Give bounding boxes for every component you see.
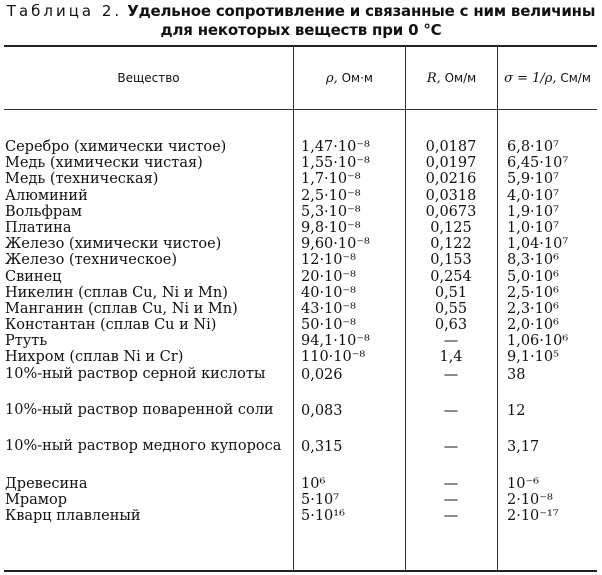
header-rho: ρ, Ом·м [326,71,373,86]
cell-conductivity: 1,9·10⁷ [507,203,559,220]
cell-conductivity: 1,06·10⁶ [507,333,569,350]
cell-substance: Нихром (сплав Ni и Cr) [5,349,184,366]
cell-resistance-per-meter: 0,0318 [425,187,477,204]
cell-substance: Свинец [5,268,62,285]
cell-conductivity: 2·10⁻⁸ [507,491,553,508]
table-row [4,317,597,333]
table-row [4,188,597,204]
cell-conductivity: 3,17 [507,438,540,455]
table-row [4,476,597,492]
cell-substance: Константан (сплав Cu и Ni) [5,317,217,334]
cell-substance: 10%-ный раствор поваренной соли [5,401,274,418]
header-r: R, Ом/м [426,71,477,86]
cell-substance: Медь (химически чистая) [5,155,203,172]
cell-resistivity: 10⁶ [301,475,326,492]
cell-resistance-per-meter: 0,0673 [425,203,477,220]
cell-resistance-per-meter: 0,153 [430,252,472,269]
table-body [4,139,597,524]
table-row [4,139,597,155]
cell-resistivity: 1,55·10⁻⁸ [301,155,370,172]
cell-resistance-per-meter: — [443,402,459,419]
cell-resistivity: 12·10⁻⁸ [301,252,356,269]
cell-conductivity: 6,8·10⁷ [507,139,559,155]
cell-substance: Алюминий [5,187,88,204]
cell-resistance-per-meter: — [443,475,459,492]
cell-resistance-per-meter: 0,63 [434,317,468,334]
table-row [4,285,597,301]
cell-substance: Мрамор [5,491,68,508]
table-row [4,366,597,402]
cell-conductivity: 2·10⁻¹⁷ [507,508,559,524]
cell-resistivity: 43·10⁻⁸ [301,300,356,317]
cell-resistance-per-meter: 0,0197 [425,155,477,172]
table-row [4,438,597,474]
cell-resistance-per-meter: 0,0187 [425,139,477,155]
table-row [4,301,597,317]
cell-substance: 10%-ный раствор медного купороса [5,437,282,454]
table-row [4,220,597,236]
cell-resistivity: 9,60·10⁻⁸ [301,236,370,253]
cell-substance: Железо (химически чистое) [5,236,222,253]
table-row [4,492,597,508]
cell-substance: Древесина [5,475,88,492]
table-row [4,171,597,187]
cell-resistivity: 5,3·10⁻⁸ [301,203,361,220]
table-row [4,236,597,252]
cell-resistivity: 5·10¹⁶ [301,508,345,524]
cell-conductivity: 6,45·10⁷ [507,155,569,172]
cell-resistivity: 5·10⁷ [301,491,340,508]
cell-resistivity: 110·10⁻⁸ [301,349,366,366]
cell-substance: 10%-ный раствор серной кислоты [5,365,266,382]
cell-resistivity: 0,026 [301,366,343,383]
cell-resistivity: 50·10⁻⁸ [301,317,356,334]
cell-conductivity: 1,0·10⁷ [507,219,559,236]
cell-resistivity: 40·10⁻⁸ [301,284,356,301]
cell-resistance-per-meter: — [443,438,459,455]
cell-resistivity: 20·10⁻⁸ [301,268,356,285]
header-sigma: σ = 1/ρ, См/м [504,71,591,86]
cell-conductivity: 5,0·10⁶ [507,268,559,285]
table-row [4,269,597,285]
table-row [4,508,597,524]
cell-conductivity: 12 [507,402,526,419]
cell-substance: Серебро (химически чистое) [5,139,227,155]
table-row [4,349,597,365]
caption-label: Таблица 2. [6,2,123,20]
caption-title-line2: для некоторых веществ при 0 °С [160,21,442,39]
cell-resistivity: 9,8·10⁻⁸ [301,219,361,236]
table-row [4,155,597,171]
cell-resistance-per-meter: — [443,333,459,350]
table-row [4,252,597,268]
cell-resistance-per-meter: 0,125 [430,219,472,236]
cell-conductivity: 1,04·10⁷ [507,236,569,253]
cell-resistivity: 1,47·10⁻⁸ [301,139,370,155]
caption-title-line1: Удельное сопротивление и связанные с ним величины [127,2,596,20]
cell-conductivity: 4,0·10⁷ [507,187,559,204]
cell-substance: Ртуть [5,333,48,350]
cell-resistance-per-meter: — [443,508,459,524]
cell-resistance-per-meter: 0,122 [430,236,472,253]
cell-resistance-per-meter: — [443,366,459,383]
cell-resistivity: 0,083 [301,402,343,419]
resistivity-table [4,45,597,572]
cell-resistivity: 94,1·10⁻⁸ [301,333,370,350]
cell-conductivity: 5,9·10⁷ [507,171,559,188]
cell-resistance-per-meter: 0,55 [434,300,468,317]
table-row [4,402,597,438]
header-divider [4,109,597,110]
cell-conductivity: 38 [507,366,526,383]
cell-conductivity: 9,1·10⁵ [507,349,559,366]
cell-resistance-per-meter: 0,254 [430,268,472,285]
cell-conductivity: 10⁻⁶ [507,475,539,492]
table-caption [0,2,602,40]
cell-resistance-per-meter: 0,51 [434,284,468,301]
table-row [4,204,597,220]
table-row [4,333,597,349]
cell-resistivity: 2,5·10⁻⁸ [301,187,361,204]
cell-conductivity: 2,5·10⁶ [507,284,559,301]
cell-substance: Манганин (сплав Cu, Ni и Mn) [5,300,238,317]
cell-substance: Кварц плавленый [5,508,141,524]
cell-resistance-per-meter: — [443,491,459,508]
cell-resistance-per-meter: 1,4 [439,349,463,366]
cell-substance: Платина [5,219,72,236]
cell-resistivity: 0,315 [301,438,343,455]
cell-conductivity: 2,3·10⁶ [507,300,559,317]
cell-substance: Вольфрам [5,203,83,220]
cell-resistivity: 1,7·10⁻⁸ [301,171,361,188]
cell-conductivity: 8,3·10⁶ [507,252,559,269]
cell-substance: Никелин (сплав Cu, Ni и Mn) [5,284,228,301]
cell-substance: Железо (техническое) [5,252,177,269]
cell-resistance-per-meter: 0,0216 [425,171,477,188]
cell-conductivity: 2,0·10⁶ [507,317,559,334]
header-substance: Вещество [117,71,180,85]
cell-substance: Медь (техническая) [5,171,159,188]
